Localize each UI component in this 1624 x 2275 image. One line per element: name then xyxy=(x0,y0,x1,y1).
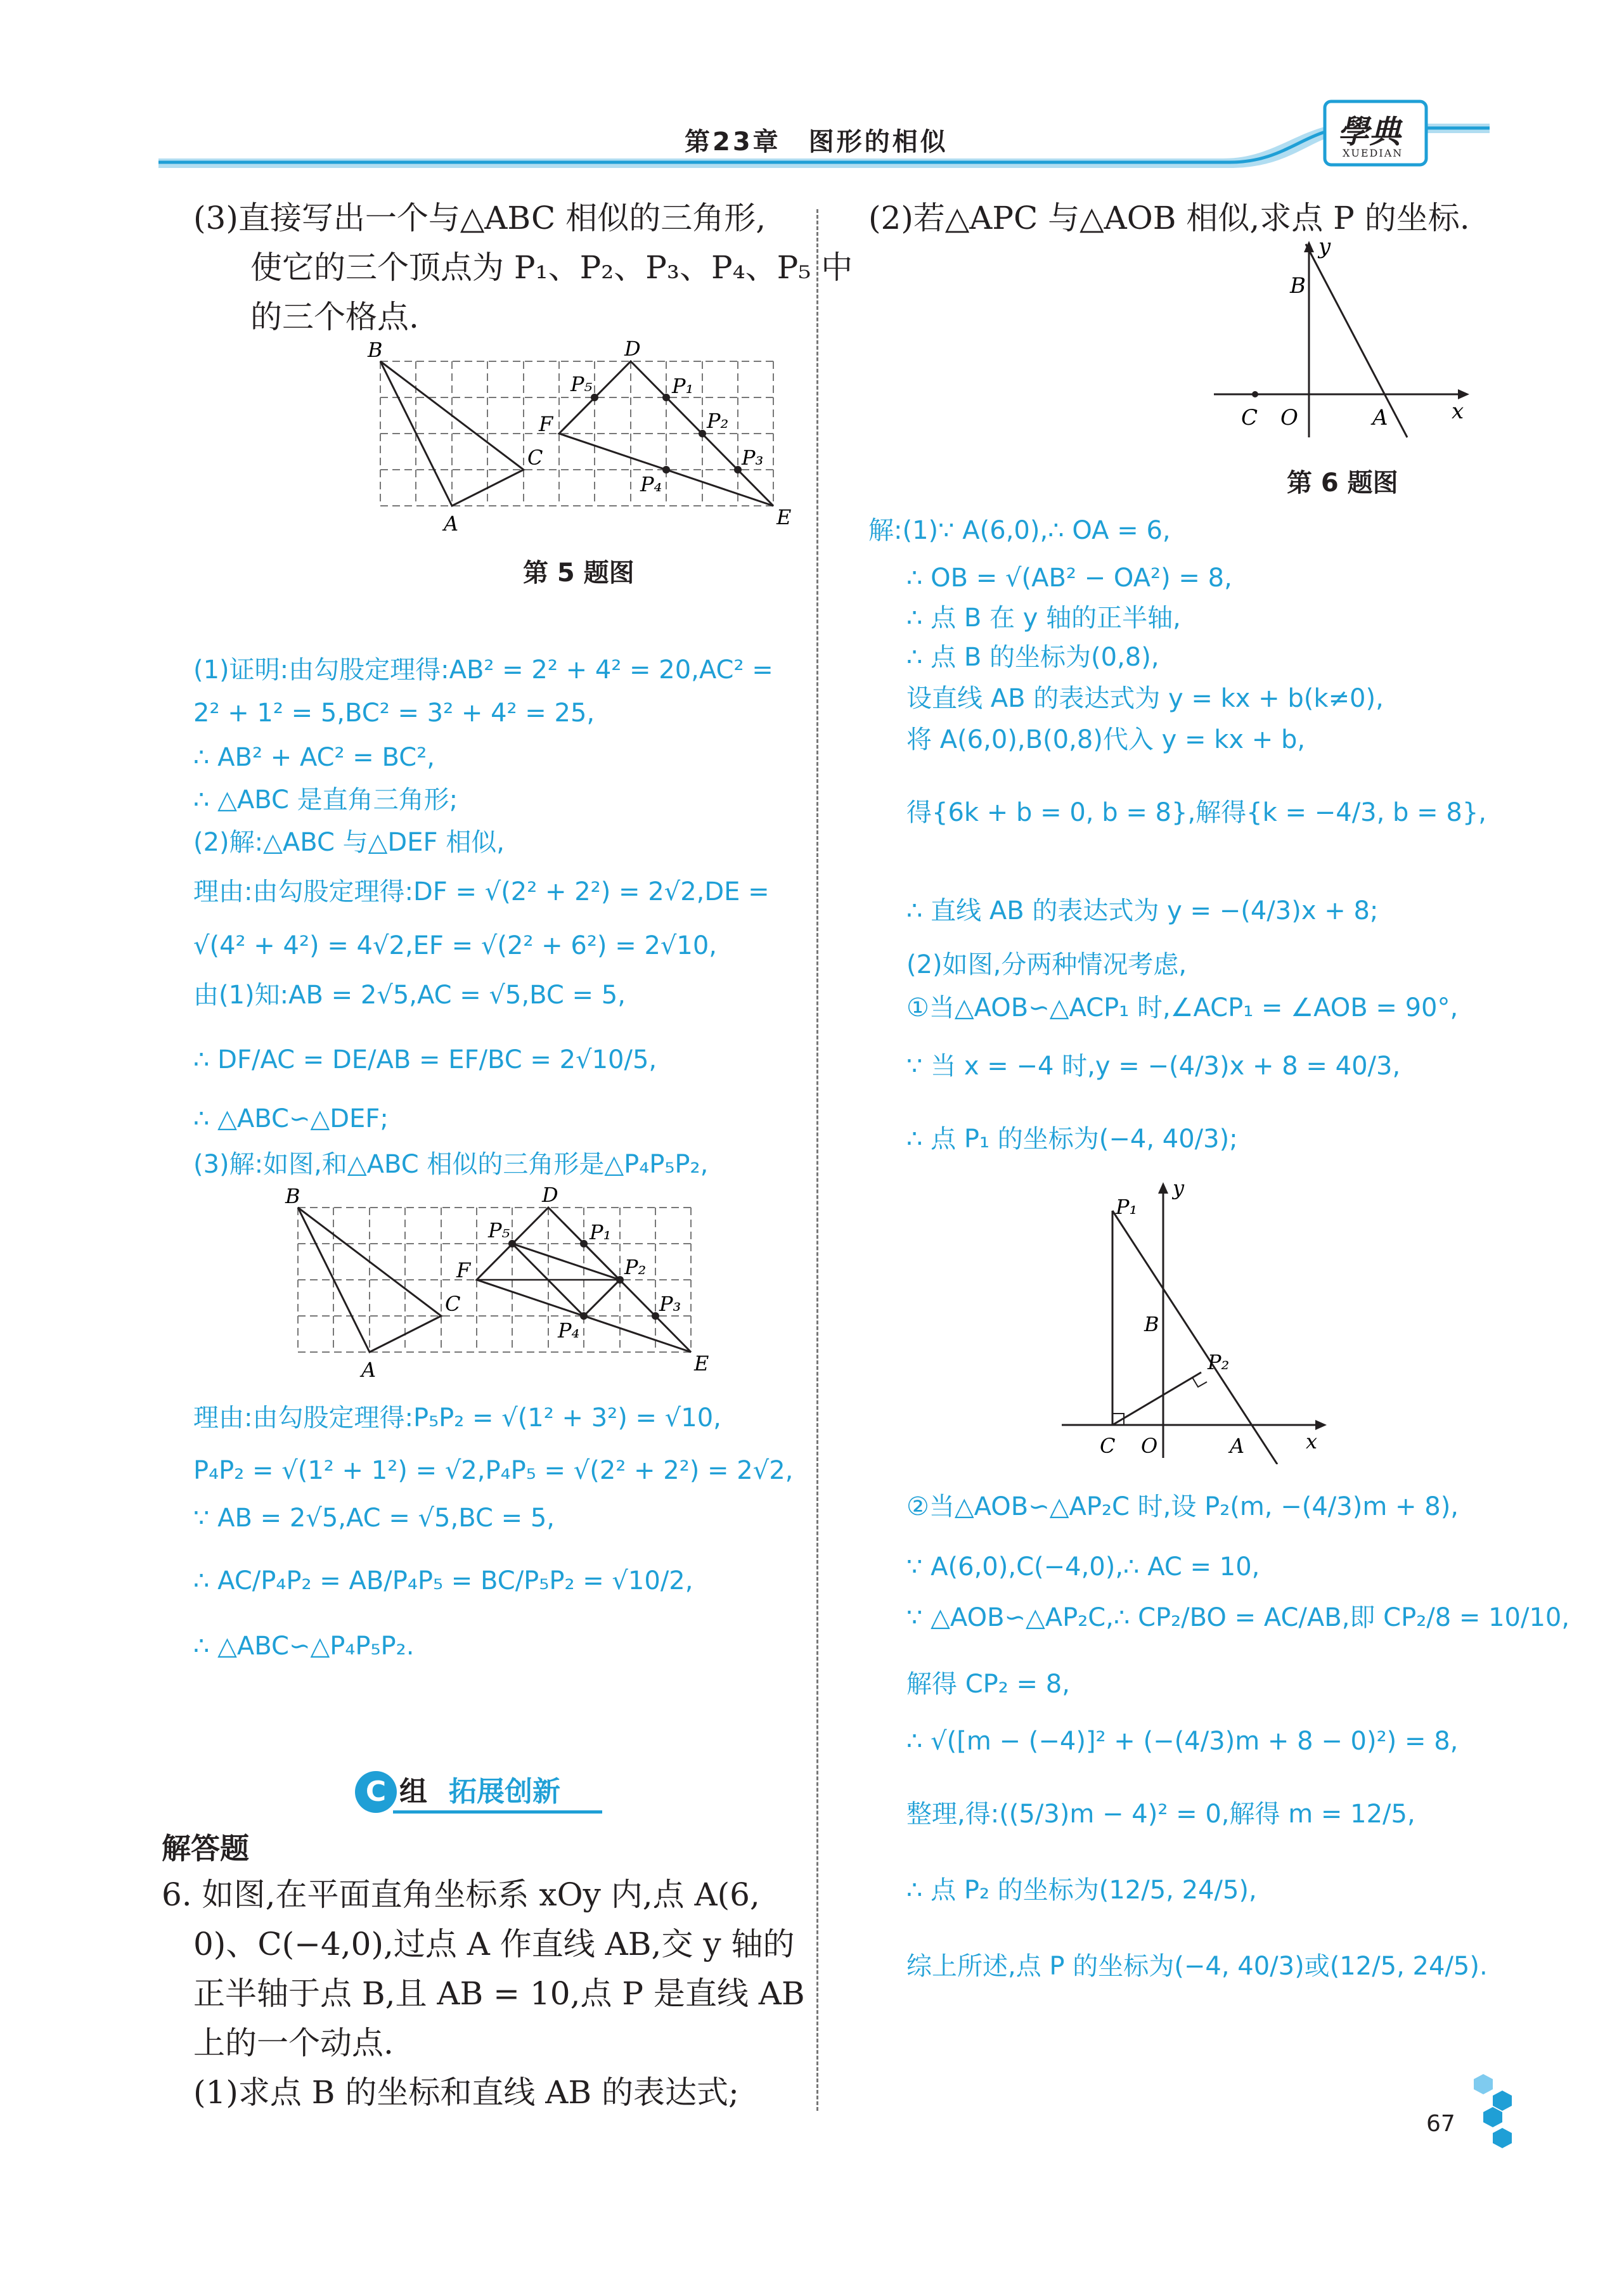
type-heading: 解答题 xyxy=(162,1831,249,1866)
sol6-line3: ∴ 点 B 在 y 轴的正半轴, xyxy=(906,603,1181,633)
label-p2: P₂ xyxy=(707,409,729,433)
q6-2: (2)若△APC 与△AOB 相似,求点 P 的坐标. xyxy=(868,200,1470,236)
fig6s-label-p1: P₁ xyxy=(1116,1195,1138,1219)
q6-line3: 正半轴于点 B,且 AB = 10,点 P 是直线 AB xyxy=(193,1975,805,2012)
sol5-line5: (2)解:△ABC 与△DEF 相似, xyxy=(193,828,505,857)
sol6b-line4: 解得 CP₂ = 8, xyxy=(906,1670,1070,1699)
label-a: A xyxy=(444,512,459,536)
fig6s-label-a: A xyxy=(1230,1434,1245,1458)
sol6-line11: ∵ 当 x = −4 时,y = −(4/3)x + 8 = 40/3, xyxy=(906,1052,1401,1081)
sol6-line9: (2)如图,分两种情况考虑, xyxy=(906,950,1187,979)
sol6b-line5: ∴ √([m − (−4)]² + (−(4/3)m + 8 − 0)²) = 8, xyxy=(906,1727,1459,1756)
sol5-line3: ∴ AB² + AC² = BC², xyxy=(193,743,435,772)
sol6-line8: ∴ 直线 AB 的表达式为 y = −(4/3)x + 8; xyxy=(906,896,1379,925)
sol6-line6: 将 A(6,0),B(0,8)代入 y = kx + b, xyxy=(906,725,1306,754)
sol5-line10: ∴ △ABC∽△DEF; xyxy=(193,1104,389,1133)
sol5-line2: 2² + 1² = 5,BC² = 3² + 4² = 25, xyxy=(193,699,595,728)
q5-3-line2: 使它的三个顶点为 P₁、P₂、P₃、P₄、P₅ 中 xyxy=(250,249,853,286)
section-title: 拓展创新 xyxy=(449,1776,560,1808)
label-p3-2: P₃ xyxy=(659,1292,681,1316)
sol5-line4: ∴ △ABC 是直角三角形; xyxy=(193,785,458,815)
fig6-label-b: B xyxy=(1290,273,1306,299)
sol6b-line8: 综上所述,点 P 的坐标为(−4, 40/3)或(12/5, 24/5). xyxy=(906,1952,1488,1981)
sol5-line8: 由(1)知:AB = 2√5,AC = √5,BC = 5, xyxy=(193,981,626,1010)
fig5-caption: 第 5 题图 xyxy=(523,558,635,588)
q6-line2: 0)、C(−4,0),过点 A 作直线 AB,交 y 轴的 xyxy=(193,1926,795,1962)
label-f-2: F xyxy=(456,1258,471,1282)
sol6-line12: ∴ 点 P₁ 的坐标为(−4, 40/3); xyxy=(906,1125,1238,1154)
fig6s-label-x: x xyxy=(1306,1429,1318,1453)
sol5-line6: 理由:由勾股定理得:DF = √(2² + 2²) = 2√2,DE = xyxy=(193,877,770,906)
fig6-label-o: O xyxy=(1280,405,1298,430)
label-d: D xyxy=(624,337,641,361)
q5-3-line1: (3)直接写出一个与△ABC 相似的三角形, xyxy=(193,200,766,236)
label-p5: P₅ xyxy=(570,372,593,396)
sol5-line7: √(4² + 4²) = 4√2,EF = √(2² + 6²) = 2√10, xyxy=(193,931,717,960)
q6-line4: 上的一个动点. xyxy=(193,2025,394,2061)
label-f: F xyxy=(539,412,553,436)
logo-sub: XUEDIAN xyxy=(1343,147,1403,159)
label-p1-2: P₁ xyxy=(590,1220,612,1244)
fig6-label-y: y xyxy=(1318,235,1331,259)
figure-6 xyxy=(1198,235,1477,450)
sol6-line10: ①当△AOB∽△ACP₁ 时,∠ACP₁ = ∠AOB = 90°, xyxy=(906,993,1459,1022)
sol5-line11: (3)解:如图,和△ABC 相似的三角形是△P₄P₅P₂, xyxy=(193,1150,709,1179)
figure-5-solution xyxy=(273,1179,729,1395)
section-group: 组 xyxy=(399,1776,427,1808)
sol6-line7: 得{6k + b = 0, b = 8},解得{k = −4/3, b = 8}, xyxy=(906,798,1486,827)
q5-3-line3: 的三个格点. xyxy=(250,299,419,335)
sol6b-line2: ∵ A(6,0),C(−4,0),∴ AC = 10, xyxy=(906,1552,1260,1582)
sol6-line4: ∴ 点 B 的坐标为(0,8), xyxy=(906,643,1159,672)
sol5b-line1: 理由:由勾股定理得:P₅P₂ = √(1² + 3²) = √10, xyxy=(193,1403,721,1433)
sol6b-line1: ②当△AOB∽△AP₂C 时,设 P₂(m, −(4/3)m + 8), xyxy=(906,1492,1459,1521)
label-p1: P₁ xyxy=(672,374,694,398)
q6-line5: (1)求点 B 的坐标和直线 AB 的表达式; xyxy=(193,2074,739,2111)
logo: 學典 xyxy=(1337,113,1401,150)
sol6-line1: 解:(1)∵ A(6,0),∴ OA = 6, xyxy=(868,516,1171,545)
sol5b-line3: ∵ AB = 2√5,AC = √5,BC = 5, xyxy=(193,1504,555,1533)
section-underline xyxy=(393,1810,602,1814)
fig6-caption: 第 6 题图 xyxy=(1287,468,1398,498)
page-number: 67 xyxy=(1426,2111,1455,2137)
fig6s-label-o: O xyxy=(1141,1434,1158,1458)
sol5-line1: (1)证明:由勾股定理得:AB² = 2² + 4² = 20,AC² = xyxy=(193,655,773,685)
label-e: E xyxy=(777,505,792,529)
label-p2-2: P₂ xyxy=(624,1255,647,1279)
label-p4: P₄ xyxy=(640,472,662,496)
label-a-2: A xyxy=(361,1358,377,1382)
hexagon-decoration xyxy=(1445,2073,1521,2187)
label-b-2: B xyxy=(285,1184,300,1208)
label-c-2: C xyxy=(445,1292,461,1316)
label-c: C xyxy=(527,446,543,470)
column-divider xyxy=(816,209,818,2111)
q6-line1: 6. 如图,在平面直角坐标系 xOy 内,点 A(6, xyxy=(162,1876,760,1913)
sol5-line9: ∴ DF/AC = DE/AB = EF/BC = 2√10/5, xyxy=(193,1045,657,1074)
label-b: B xyxy=(368,338,383,362)
sol5b-line5: ∴ △ABC∽△P₄P₅P₂. xyxy=(193,1632,415,1661)
chapter-title: 第23章 图形的相似 xyxy=(685,127,948,157)
fig6-label-a: A xyxy=(1372,405,1388,430)
fig6s-label-y: y xyxy=(1173,1176,1185,1200)
fig6s-label-c: C xyxy=(1100,1434,1116,1458)
label-d-2: D xyxy=(542,1183,558,1207)
figure-6-solution xyxy=(1052,1173,1344,1464)
sol6-line5: 设直线 AB 的表达式为 y = kx + b(k≠0), xyxy=(906,684,1384,713)
sol6-line2: ∴ OB = √(AB² − OA²) = 8, xyxy=(906,564,1232,593)
sol5b-line2: P₄P₂ = √(1² + 1²) = √2,P₄P₅ = √(2² + 2²) = 2√2, xyxy=(193,1456,794,1485)
fig6-label-c: C xyxy=(1241,405,1258,430)
sol6b-line6: 整理,得:((5/3)m − 4)² = 0,解得 m = 12/5, xyxy=(906,1800,1415,1829)
fig6s-label-b: B xyxy=(1144,1312,1159,1336)
section-badge: C xyxy=(355,1771,397,1813)
label-e-2: E xyxy=(694,1351,709,1376)
figure-5 xyxy=(355,333,811,542)
fig6s-label-p2: P₂ xyxy=(1208,1350,1230,1374)
fig6-label-x: x xyxy=(1452,399,1464,424)
sol6b-line3: ∵ △AOB∽△AP₂C,∴ CP₂/BO = AC/AB,即 CP₂/8 = 10/10, xyxy=(906,1603,1570,1632)
sol5b-line4: ∴ AC/P₄P₂ = AB/P₄P₅ = BC/P₅P₂ = √10/2, xyxy=(193,1566,693,1595)
section-header xyxy=(355,1769,602,1817)
label-p4-2: P₄ xyxy=(558,1318,580,1343)
sol6b-line7: ∴ 点 P₂ 的坐标为(12/5, 24/5), xyxy=(906,1876,1257,1905)
label-p3: P₃ xyxy=(742,446,764,470)
label-p5-2: P₅ xyxy=(488,1218,510,1242)
